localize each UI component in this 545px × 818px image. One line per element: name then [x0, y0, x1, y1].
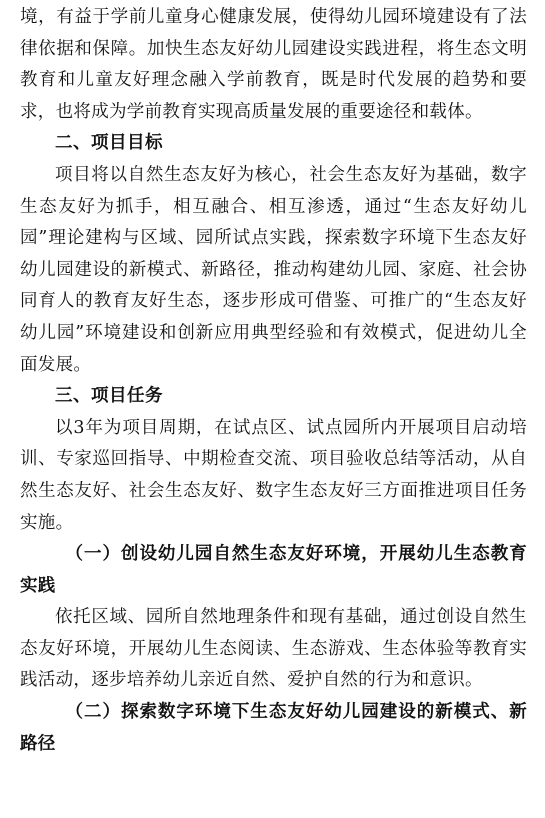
subsection-heading-2: （二）探索数字环境下生态友好幼儿园建设的新模式、新路径 — [20, 702, 527, 754]
intro-paragraph: 境，有益于学前儿童身心健康发展，使得幼儿园环境建设有了法律依据和保障。加快生态友好幼儿园建设实践进程，将生态文明教育和儿童友好理念融入学前教育，既是时代发展的趋势和要求，也将成为学前教育实现高质量发展的重要途径和载体。 — [20, 7, 527, 122]
goal-paragraph: 项目将以自然生态友好为核心，社会生态友好为基础，数字生态友好为抓手，相互融合、相互渗透，通过“生态友好幼儿园”理论建构与区域、园所试点实践，探索数字环境下生态友好幼儿园建设的新模式、新路径，推动构建幼儿园、家庭、社会协同育人的教育友好生态，逐步形成可借鉴、可推广的“生态友好幼儿园”环境建设和创新应用典型经验和有效模式，促进幼儿全面发展。 — [20, 164, 527, 375]
section-heading-goal: 二、项目目标 — [55, 133, 163, 154]
subsection-heading-1: （一）创设幼儿园自然生态友好环境，开展幼儿生态教育实践 — [20, 544, 527, 596]
task-paragraph: 以3年为项目周期，在试点区、试点园所内开展项目启动培训、专家巡回指导、中期检查交流、项目验收总结等活动，从自然生态友好、社会生态友好、数字生态友好三方面推进项目任务实施。 — [20, 417, 527, 533]
section-heading-task: 三、项目任务 — [55, 386, 163, 407]
subsection-1-paragraph: 依托区域、园所自然地理条件和现有基础，通过创设自然生态友好环境，开展幼儿生态阅读、生态游戏、生态体验等教育实践活动，逐步培养幼儿亲近自然、爱护自然的行为和意识。 — [20, 607, 527, 691]
